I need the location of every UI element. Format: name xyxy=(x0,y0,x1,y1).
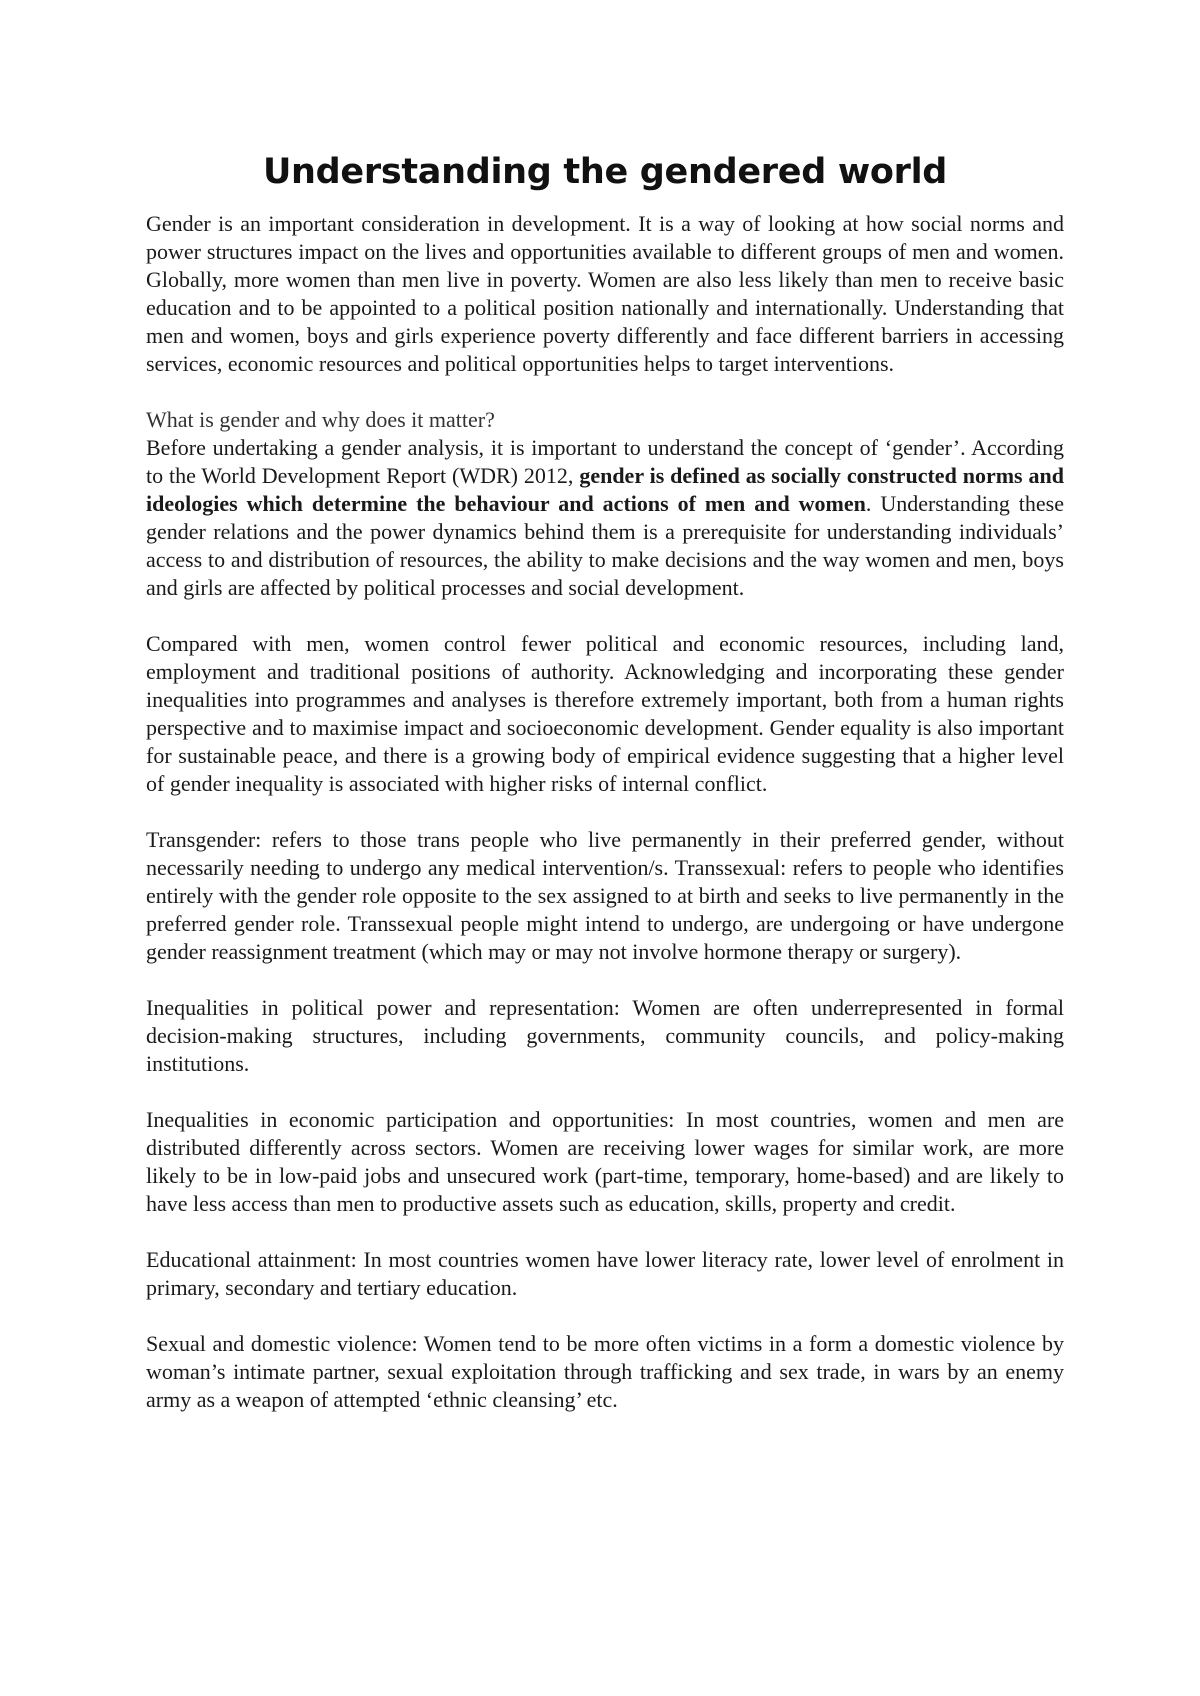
paragraph-political-power: Inequalities in political power and representation: Women are often underrepresented in formal decision-making structures, including governments, community councils, and policy-making institutions. xyxy=(146,995,1064,1076)
intro-paragraph: Gender is an important consideration in development. It is a way of looking at how social norms and power structures impact on the lives and opportunities available to different groups of men and women. Globally, more women than men live in poverty. Women are also less likely than men to receive basic education and to be appointed to a political position nationally and internationally. Understanding that men and women, boys and girls experience poverty differently and face different barriers in accessing services, economic resources and political opportunities helps to target interventions. xyxy=(146,211,1064,376)
paragraph-economic-participation: Inequalities in economic participation and opportunities: In most countries, women and men are distributed differently across sectors. Women are receiving lower wages for similar work, are more likely to be in low-paid jobs and unsecured work (part-time, temporary, home-based) and are likely to have less access than men to productive assets such as education, skills, property and credit. xyxy=(146,1107,1064,1216)
paragraph-sexual-violence: Sexual and domestic violence: Women tend to be more often victims in a form a domestic violence by woman’s intimate partner, sexual exploitation through trafficking and sex trade, in wars by an enemy army as a weapon of attempted ‘ethnic cleansing’ etc. xyxy=(146,1331,1064,1412)
paragraph-educational-attainment: Educational attainment: In most countries women have lower literacy rate, lower level of enrolment in primary, secondary and tertiary education. xyxy=(146,1247,1064,1300)
definition-paragraph xyxy=(146,434,1064,602)
definition-text-before: Before undertaking a gender analysis, it is important to understand the concept of ‘gender’. According to the World Development Report (WDR) 2012, xyxy=(146,435,1064,488)
definition-text-after: . Understanding these gender relations and the power dynamics behind them is a prerequisite for understanding individuals’ access to and distribution of resources, the ability to make decisions and the way women and men, boys and girls are affected by political processes and social development. xyxy=(146,491,1065,600)
definition-bold-text: gender is defined as socially constructed norms and ideologies which determine the behaviour and actions of men and women xyxy=(146,463,1064,516)
document-title: Understanding the gendered world xyxy=(262,152,948,192)
document-page xyxy=(146,148,1064,1414)
paragraph-inequality-resources: Compared with men, women control fewer political and economic resources, including land, employment and traditional positions of authority. Acknowledging and incorporating these gender inequalities into programmes and analyses is therefore extremely important, both from a human rights perspective and to maximise impact and socioeconomic development. Gender equality is also important for sustainable peace, and there is a growing body of empirical evidence suggesting that a higher level of gender inequality is associated with higher risks of internal conflict. xyxy=(146,631,1064,796)
paragraph-transgender: Transgender: refers to those trans people who live permanently in their preferred gender, without necessarily needing to undergo any medical intervention/s. Transsexual: refers to people who identifies entirely with the gender role opposite to the sex assigned to at birth and seeks to live permanently in the preferred gender role. Transsexual people might intend to undergo, are undergoing or have undergone gender reassignment treatment (which may or may not involve hormone therapy or surgery). xyxy=(146,827,1064,964)
section-heading: What is gender and why does it matter? xyxy=(146,407,495,432)
